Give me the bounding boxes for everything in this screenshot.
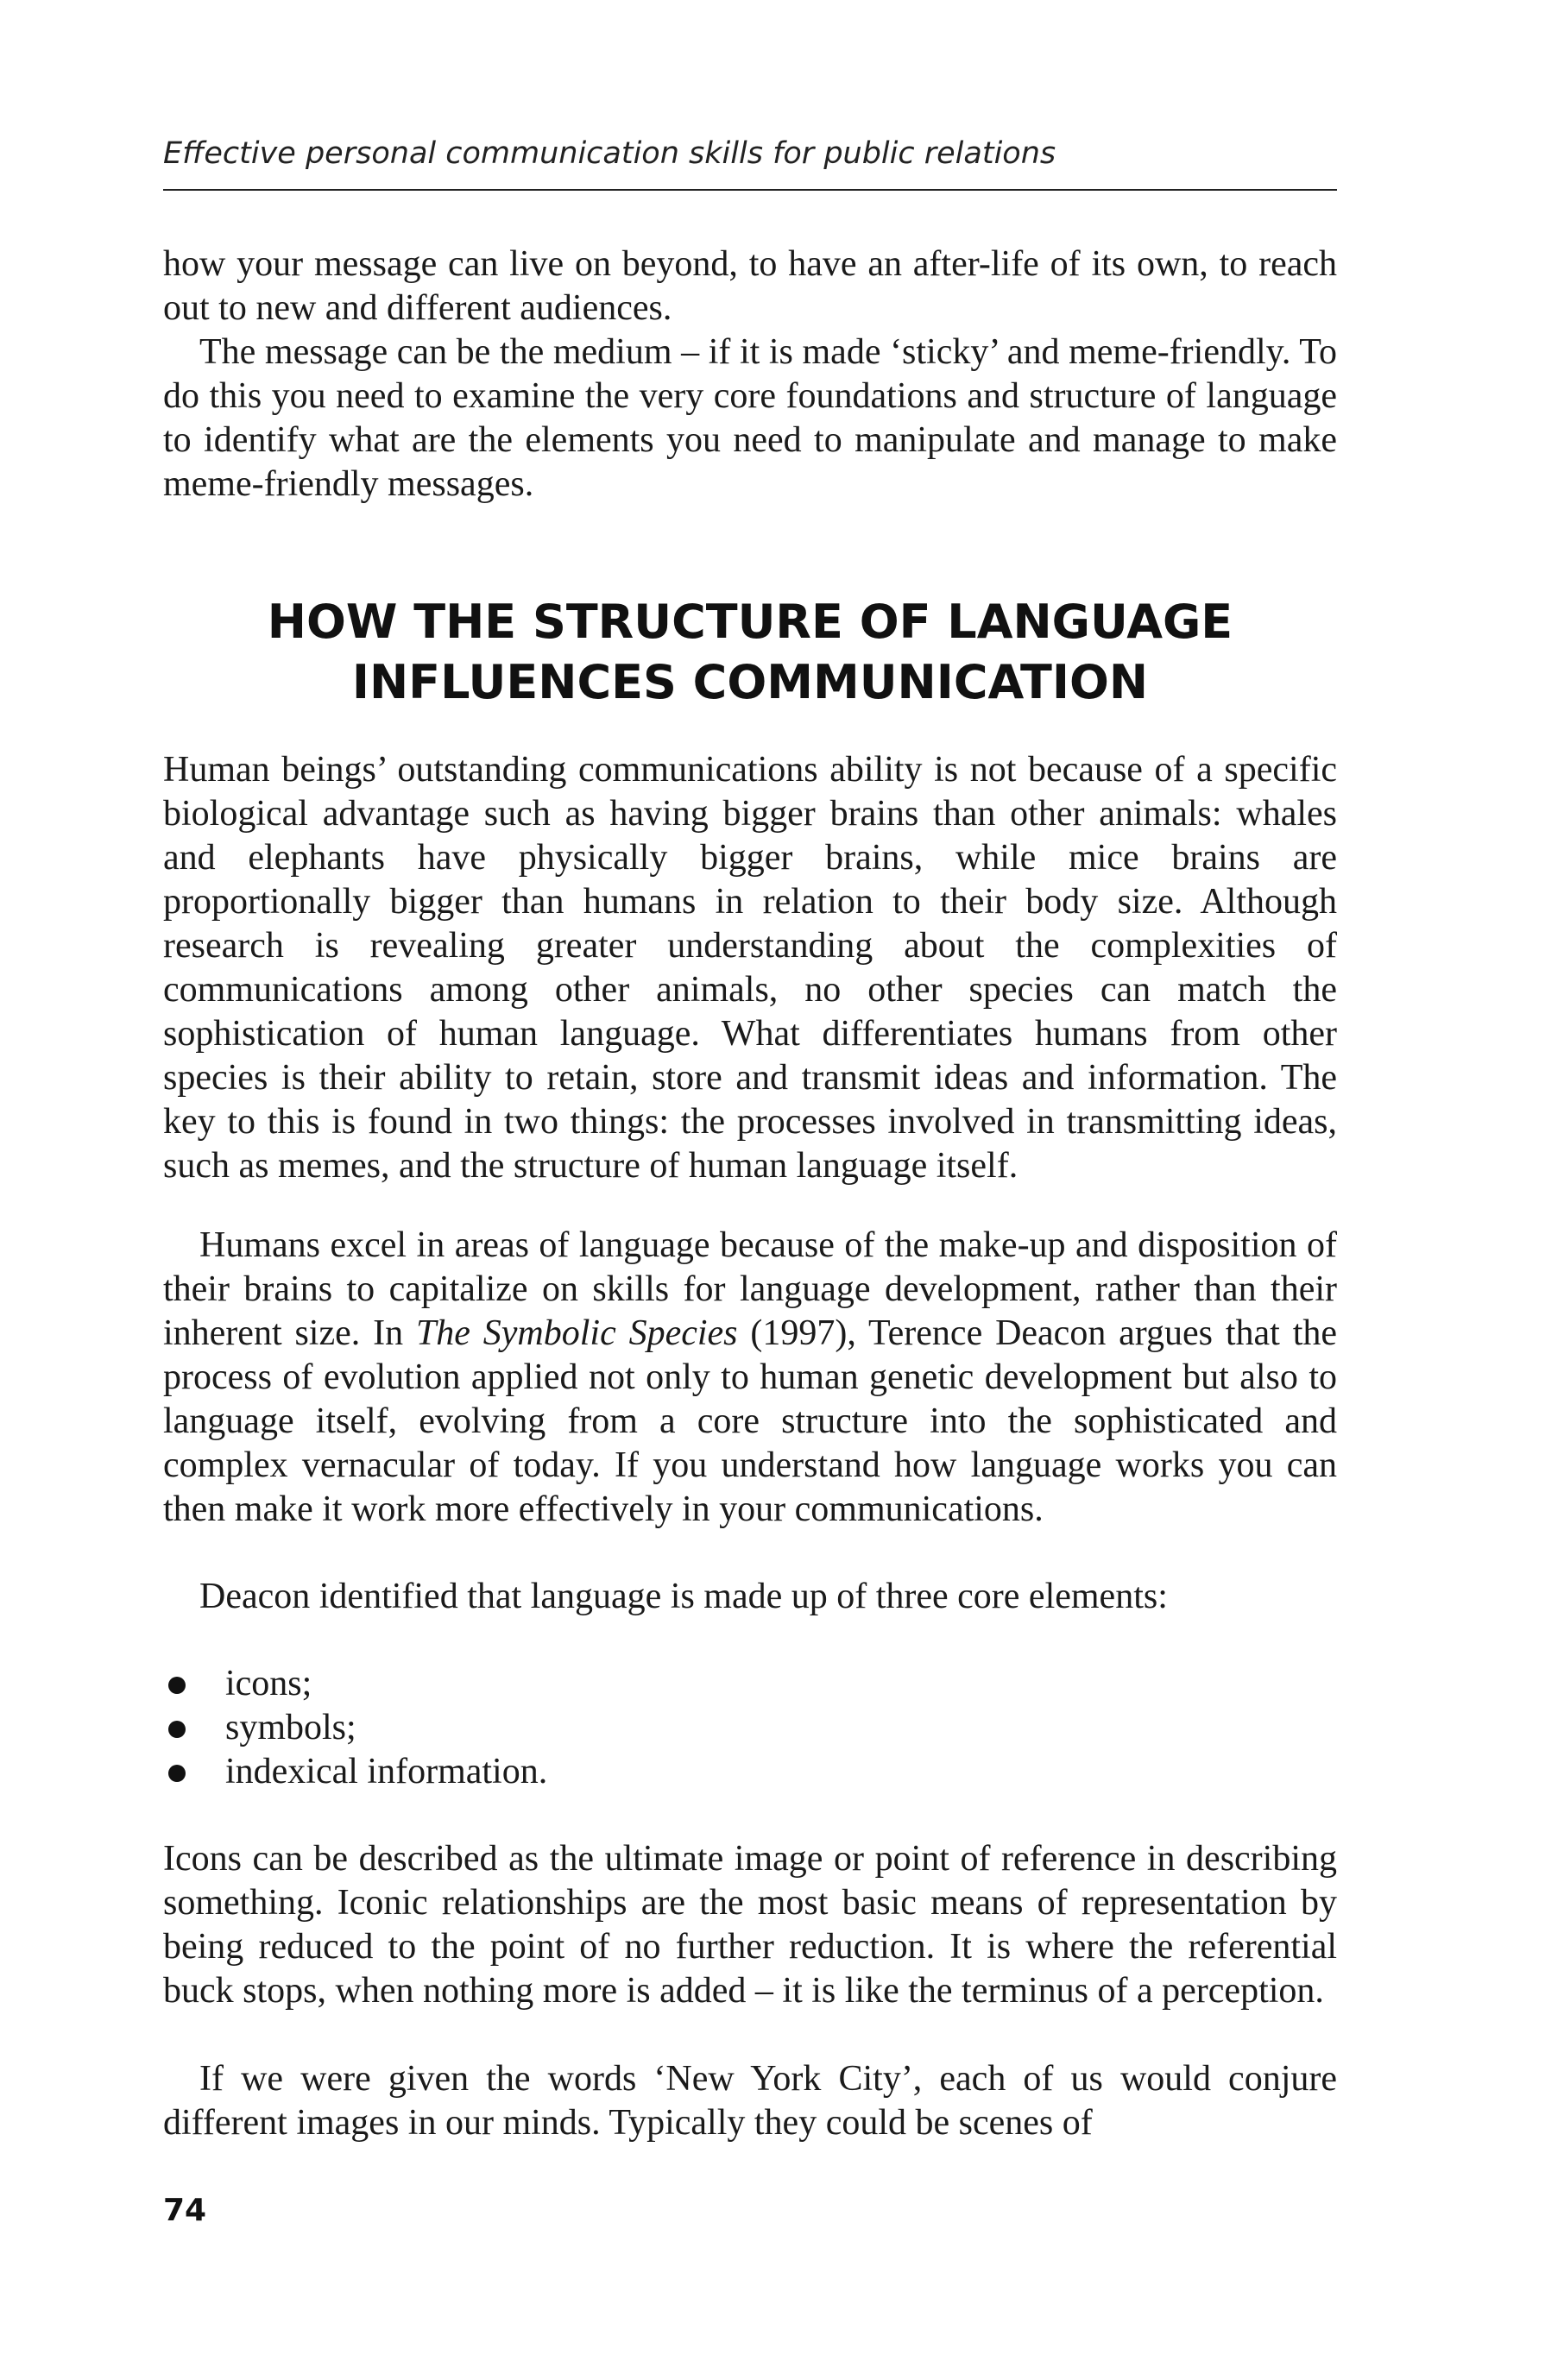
list-item: [163, 1750, 1337, 1794]
section-heading-line-2: INFLUENCES COMMUNICATION: [351, 655, 1149, 709]
book-title: The Symbolic Species: [415, 1313, 738, 1353]
section-paragraph-4: Icons can be described as the ultimate image or point of reference in describing something. Iconic relationships are the most basic means of representation by being reduced to the point of no further reduction. It is where the referential buck stops, when nothing more is added – it is like the terminus of a perception.: [163, 1839, 1337, 2011]
section-heading-line-1: HOW THE STRUCTURE OF LANGUAGE: [267, 595, 1233, 649]
bullet-icon: [168, 1721, 186, 1738]
paragraph-2-text-after: (1997), Terence Deacon argues that the process of evolution applied not only to human genetic development but also to language itself, evolving from a core structure into the sophisticated and complex vernacular of today. If you understand how language works you can then make it work more effectively in your communications.: [163, 1313, 1338, 1529]
list-item-text: indexical information.: [225, 1752, 548, 1791]
section-paragraph-1: Human beings’ outstanding communications ability is not because of a specific biological advantage such as having bigger brains than other animals: whales and elephants have physically bigger brains, while mice brains are proportionally bigger than humans in relation to their body size. Although research is revealing greater understanding about the complexities of communications among other animals, no other species can match the sophistication of human language. What differentiates humans from other species is their ability to retain, store and transmit ideas and information. The key to this is found in two things: the processes involved in transmitting ideas, such as memes, and the structure of human language itself.: [163, 750, 1337, 1186]
list-item-text: icons;: [225, 1664, 312, 1703]
paragraph-2-text-before: Humans excel in areas of language because of the make-up and disposition of their brains to capitalize on skills for language development, rather than their inherent size. In: [163, 1225, 1337, 1353]
page-number: 74: [163, 2193, 207, 2228]
bullet-icon: [168, 1677, 186, 1694]
header-rule: [163, 189, 1337, 191]
intro-paragraph-2: The message can be the medium – if it is made ‘sticky’ and meme-friendly. To do this you need to examine the very core foundations and structure of language to identify what are the elements you need to manipulate and manage to make meme-friendly messages.: [163, 332, 1337, 504]
list-item: [163, 1706, 1337, 1750]
list-item-text: symbols;: [225, 1708, 356, 1747]
core-elements-list: [163, 1662, 1337, 1794]
section-heading: [163, 592, 1337, 713]
section-paragraph-3: Deacon identified that language is made up of three core elements:: [199, 1577, 1168, 1616]
list-item: [163, 1662, 1337, 1706]
intro-paragraph-continued: how your message can live on beyond, to have an after-life of its own, to reach out to new and different audiences.: [163, 244, 1337, 328]
section-paragraph-5: If we were given the words ‘New York City’, each of us would conjure different images in our minds. Typically they could be scenes of: [163, 2059, 1337, 2143]
section-paragraph-2: [163, 1224, 1337, 1532]
running-head: Effective personal communication skills for public relations: [163, 136, 1056, 171]
bullet-icon: [168, 1765, 186, 1782]
